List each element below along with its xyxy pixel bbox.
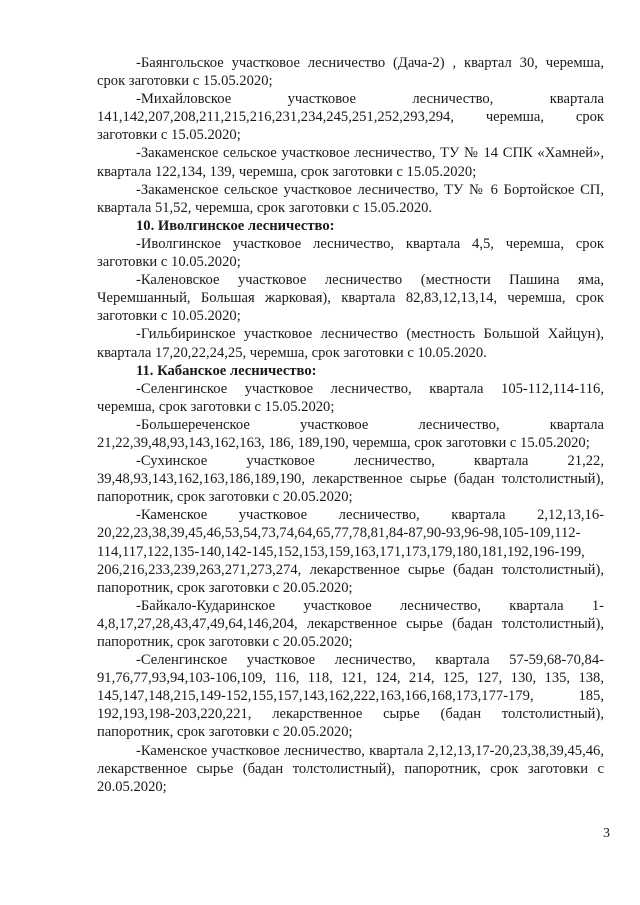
paragraph-baikalo-kudarinskoe: -Байкало-Кударинское участковое лесничество, квартала 1-4,8,17,27,28,43,47,49,64,146,204, лекарственное сырье (бадан толстолистный), папоротник, срок заготовки с 20.05.2020;: [97, 597, 604, 650]
paragraph-gilbirinskoe: -Гильбиринское участковое лесничество (местность Большой Хайцун), квартала 17,20,22,24,25, черемша, срок заготовки с 10.05.2020.: [97, 326, 604, 361]
paragraph-zakamenskoe-khamney: -Закаменское сельское участковое лесничество, ТУ № 14 СПК «Хамней», квартала 122,134, 139, черемша, срок заготовки с 15.05.2020;: [97, 145, 604, 180]
paragraph-ivolginskoe: -Иволгинское участковое лесничество, квартала 4,5, черемша, срок заготовки с 10.05.2020;: [97, 235, 604, 271]
page-number: 3: [603, 826, 610, 841]
paragraph-zakamenskoe-bortoyskoe: -Закаменское сельское участковое лесничество, ТУ № 6 Бортойское СП, квартала 51,52, черемша, срок заготовки с 15.05.2020.: [97, 181, 604, 216]
document-body: [97, 54, 604, 796]
paragraph-kamenskoe-2: -Каменское участковое лесничество, квартала 2,12,13,17-20,23,38,39,45,46, лекарственное сырье (бадан толстолистный), папоротник, срок заготовки с 20.05.2020;: [97, 742, 604, 795]
paragraph-mikhailovskoe: -Михайловское участковое лесничество, квартала 141,142,207,208,211,215,216,231,234,245,251,252,293,294, черемша, срок заготовки с 15.05.2020;: [97, 91, 604, 144]
paragraph-kalenovskoe: -Каленовское участковое лесничество (местности Пашина яма, Черемшанный, Большая жарковая), квартала 82,83,12,13,14, черемша, срок заготовки с 10.05.2020;: [97, 272, 604, 325]
paragraph-selenginskoe-2: -Селенгинское участковое лесничество, квартала 57-59,68-70,84-91,76,77,93,94,103-106,109, 116, 118, 121, 124, 214, 125, 127, 130, 135, 138, 145,147,148,215,149-152,155,157,143,162,222,163,166,168,173,177-179, 185, 192,193,198-203,220,221, лекарственное сырье (бадан толстолистный), папоротник, срок заготовки с 20.05.2020;: [97, 652, 604, 741]
heading-ivolginskoe: 10. Иволгинское лесничество:: [136, 217, 335, 234]
paragraph-sukhinskoe: -Сухинское участковое лесничество, квартала 21,22, 39,48,93,143,162,163,186,189,190, лекарственное сырье (бадан толстолистный), папоротник, срок заготовки с 20.05.2020;: [97, 453, 604, 506]
paragraph-selenginskoe-1: -Селенгинское участковое лесничество, квартала 105-112,114-116, черемша, срок заготовки с 15.05.2020;: [97, 380, 604, 415]
paragraph-kamenskoe-1: -Каменское участковое лесничество, квартала 2,12,13,16-20,22,23,38,39,45,46,53,54,73,74,64,65,77,78,81,84-87,90-93,96-98,105-109,112-114,117,122,135-140,142-145,152,153,159,163,171,173,179,180,181,192,196-199, 206,216,233,239,263,271,273,274, лекарственное сырье (бадан толстолистный), папоротник, срок заготовки с 20.05.2020;: [97, 507, 604, 596]
paragraph-bolsherechenskoe: -Большереченское участковое лесничество, квартала 21,22,39,48,93,143,162,163, 186, 189,190, черемша, срок заготовки с 15.05.2020;: [97, 416, 604, 451]
heading-kabanskoe: 11. Кабанское лесничество:: [136, 362, 317, 379]
paragraph-bayangol: -Баянгольское участковое лесничество (Дача-2) , квартал 30, черемша, срок заготовки с 15.05.2020;: [97, 55, 604, 90]
